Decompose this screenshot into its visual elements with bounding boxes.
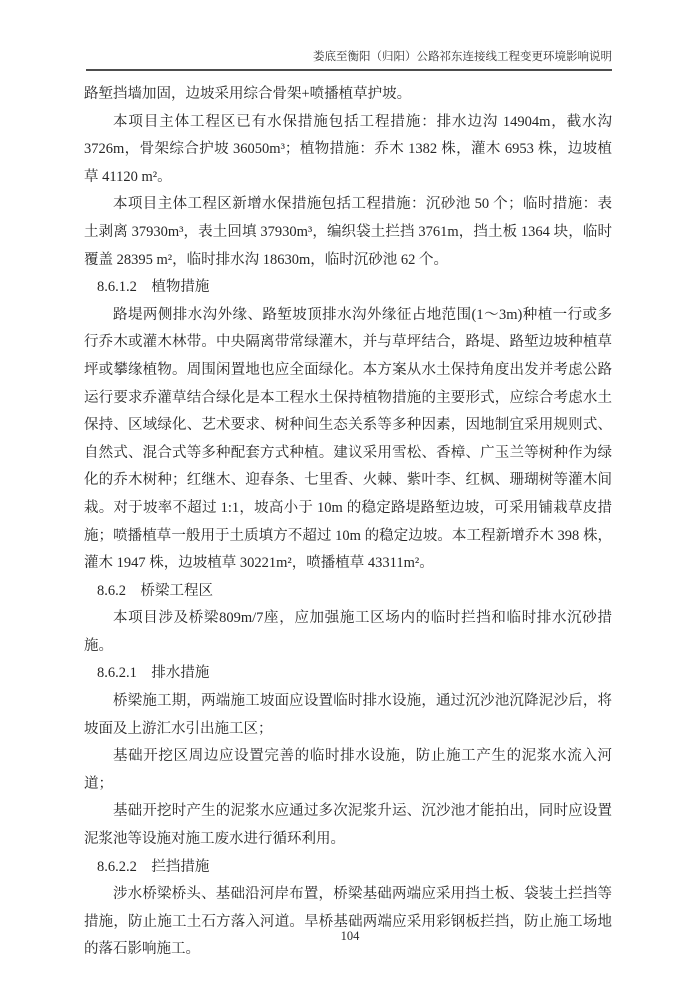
section-heading-8-6-2: 8.6.2 桥梁工程区 bbox=[97, 582, 213, 599]
page-header-title: 娄底至衡阳（归阳）公路祁东连接线工程变更环境影响说明 bbox=[86, 50, 612, 71]
paragraph: 路堤两侧排水沟外缘、路堑坡顶排水沟外缘征占地范围(1～3m)种植一行或多行乔木或灌木林带。中央隔离带常绿灌木，并与草坪结合，路堤、路堑边坡种植草坪或攀缘植物。周围闲置地也应全面绿化。本方案从水土保持角度出发并考虑公路运行要求乔灌草结合绿化是本工程水土保持植物措施的主要形式，应综合考虑水土保持、区域绿化、艺术要求、树种间生态关系等多种因素，因地制宜采用规则式、自然式、混合式等多种配套方式种植。建议采用雪松、香樟、广玉兰等树种作为绿化的乔木树种；红继木、迎春条、七里香、火棘、紫叶李、红枫、珊瑚树等灌木间栽。对于坡率不超过 1:1，坡高小于 10m 的稳定路堤路堑边坡，可采用铺栽草皮措施；喷播植草一般用于土质填方不超过 10m 的稳定边坡。本工程新增乔木 398 株，灌木 1947 株，边坡植草 30221m²，喷播植草 43311m²。 bbox=[84, 306, 612, 572]
paragraph: 本项目主体工程区新增水保措施包括工程措施：沉砂池 50 个；临时措施：表土剥离 37930m³，表土回填 37930m³，编织袋土拦挡 3761m，挡土板 1364 块，临时覆盖 28395 m²，临时排水沟 18630m，临时沉砂池 62 个。 bbox=[84, 196, 612, 268]
paragraph: 基础开挖区周边应设置完善的临时排水设施，防止施工产生的泥浆水流入河道； bbox=[84, 748, 612, 792]
paragraph-continuation: 路堑挡墙加固，边坡采用综合骨架+喷播植草护坡。 bbox=[84, 86, 412, 102]
paragraph: 本项目涉及桥梁809m/7座，应加强施工区场内的临时拦挡和临时排水沉砂措施。 bbox=[84, 610, 612, 654]
section-heading-8-6-2-2: 8.6.2.2 拦挡措施 bbox=[97, 858, 210, 875]
paragraph: 本项目主体工程区已有水保措施包括工程措施：排水边沟 14904m，截水沟 3726m，骨架综合护坡 36050m³；植物措施：乔木 1382 株，灌木 6953 株，边坡植草 41120 m²。 bbox=[84, 113, 612, 185]
paragraph: 桥梁施工期，两端施工坡面应设置临时排水设施，通过沉沙池沉降泥沙后，将坡面及上游汇水引出施工区； bbox=[84, 693, 612, 737]
page-number: 104 bbox=[340, 929, 360, 943]
paragraph: 涉水桥梁桥头、基础沿河岸布置，桥梁基础两端应采用挡土板、袋装土拦挡等措施，防止施工土石方落入河道。旱桥基础两端应采用彩钢板拦挡，防止施工场地的落石影响施工。 bbox=[84, 886, 612, 958]
document-body bbox=[84, 81, 612, 964]
section-heading-8-6-2-1: 8.6.2.1 排水措施 bbox=[97, 665, 210, 682]
paragraph: 基础开挖时产生的泥浆水应通过多次泥浆升运、沉沙池才能拍出，同时应设置泥浆池等设施对施工废水进行循环利用。 bbox=[84, 803, 612, 848]
section-heading-8-6-1-2: 8.6.1.2 植物措施 bbox=[97, 279, 210, 296]
